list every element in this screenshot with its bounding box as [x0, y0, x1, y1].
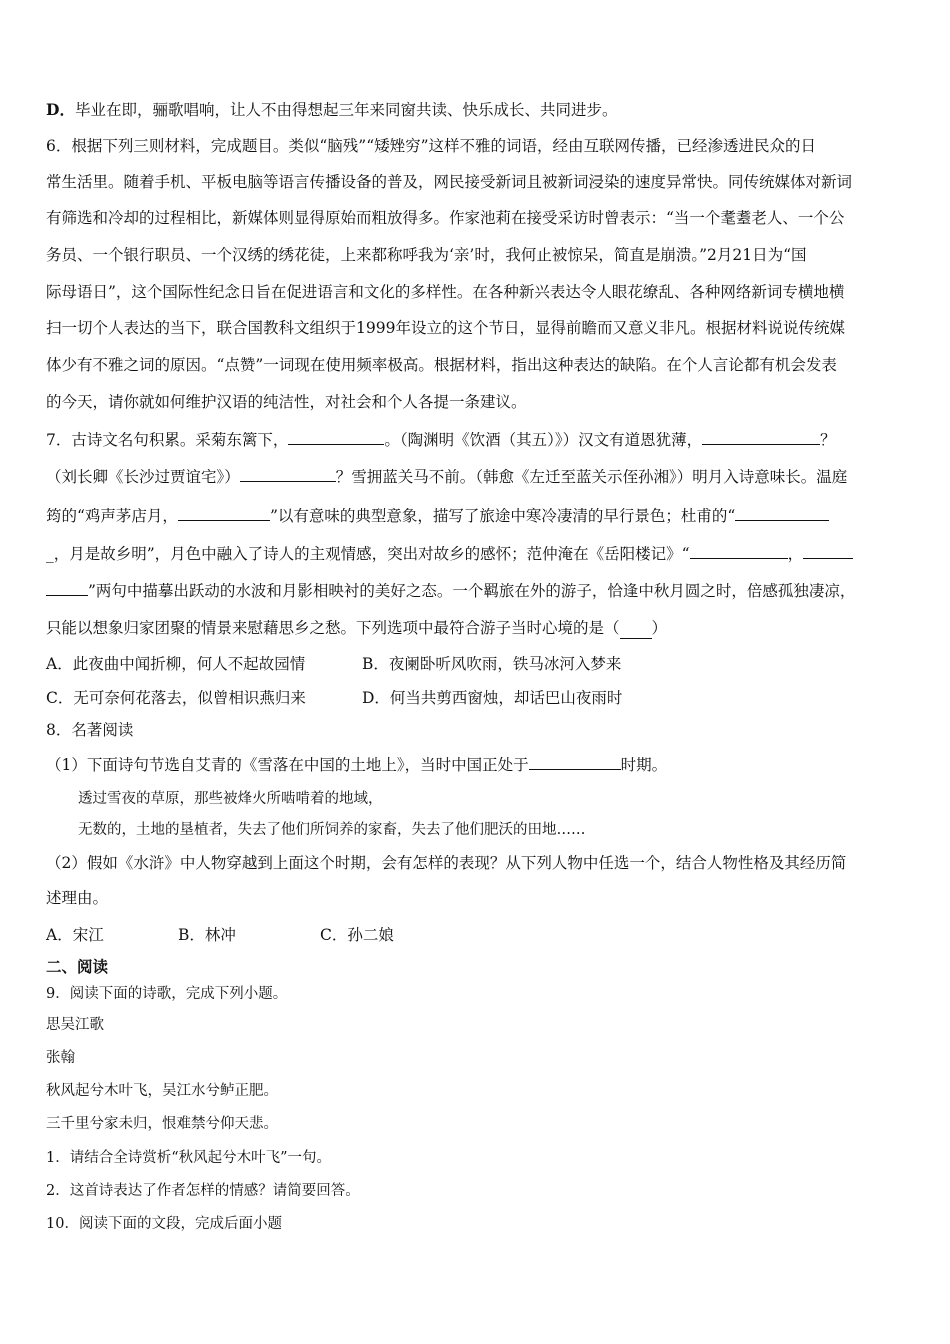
q9-sub-2: 2．这首诗表达了作者怎样的情感？请简要回答。 — [46, 1183, 360, 1199]
q7-text: ？ — [820, 431, 836, 449]
q8-poem-line-1: 透过雪夜的草原，那些被烽火所啮啃着的地域， — [78, 791, 383, 807]
q7-text: ？雪拥蓝关马不前。（韩愈《左迁至蓝关示侄孙湘》）明月入诗意味长。温庭 — [335, 468, 848, 486]
q7-option-c: C．无可奈何花落去，似曾相识燕归来 — [46, 689, 306, 707]
q8-part2-line-2: 述理由。 — [46, 889, 109, 907]
answer-blank[interactable] — [240, 467, 336, 482]
q7-text: 7．古诗文名句积累。采菊东篱下， — [46, 431, 289, 449]
q7-option-a: A．此夜曲中闻折柳，何人不起故园情 — [46, 655, 306, 673]
q6-line-2: 常生活里。随着手机、平板电脑等语言传播设备的普及，网民接受新词且被新词浸染的速度异常快。同传统媒体对新词 — [46, 173, 853, 191]
option-d-text: 毕业在即，骊歌唱响，让人不由得想起三年来同窗共读、快乐成长、共同进步。 — [74, 101, 618, 119]
answer-paren[interactable] — [620, 618, 652, 639]
q7-text: ， — [787, 545, 804, 563]
q8-title: 8．名著阅读 — [46, 721, 134, 739]
poem-title: 思吴江歌 — [46, 1017, 104, 1033]
poem-line-1: 秋风起兮木叶飞，吴江水兮鲈正肥。 — [46, 1083, 278, 1099]
q7-line-5 — [46, 581, 855, 601]
q7-option-b: B．夜阑卧听风吹雨，铁马冰河入梦来 — [362, 655, 622, 673]
q7-line-6 — [46, 618, 667, 639]
q7-text: 。（陶渊明《饮酒（其五）》）汉文有道恩犹薄， — [384, 431, 703, 449]
answer-blank[interactable] — [46, 581, 88, 596]
q7-text: ”以有意味的典型意象，描写了旅途中寒冷凄清的早行景色；杜甫的“ — [269, 507, 736, 525]
q7-line-1 — [46, 430, 836, 450]
answer-blank[interactable] — [803, 544, 853, 559]
q7-text: （刘长卿《长沙过贾谊宅》） — [46, 468, 240, 486]
q10-prompt: 10．阅读下面的文段，完成后面小题 — [46, 1216, 282, 1232]
q7-text: ） — [651, 619, 668, 637]
poem-author: 张翰 — [46, 1050, 75, 1066]
q6-line-8: 的今天，请你就如何维护汉语的纯洁性，对社会和个人各提一条建议。 — [46, 393, 527, 411]
q8-part1 — [46, 755, 667, 775]
q6-line-7: 体少有不雅之词的原因。“点赞”一词现在使用频率极高。根据材料，指出这种表达的缺陷。在个人言论都有机会发表 — [46, 356, 837, 374]
q8-option-a: A．宋江 — [46, 926, 104, 944]
poem-line-2: 三千里兮家未归，恨难禁兮仰天悲。 — [46, 1116, 278, 1132]
answer-blank[interactable] — [735, 506, 829, 521]
q7-text: 只能以想象归家团聚的情景来慰藉思乡之愁。下列选项中最符合游子当时心境的是（ — [46, 619, 620, 637]
q8-poem-line-2: 无数的，土地的垦植者，失去了他们所饲养的家畜，失去了他们肥沃的田地…… — [78, 822, 586, 838]
answer-blank[interactable] — [690, 544, 788, 559]
q9-sub-1: 1．请结合全诗赏析“秋风起兮木叶飞”一句。 — [46, 1150, 332, 1166]
q7-line-4 — [46, 544, 853, 564]
q8-text: （1）下面诗句节选自艾青的《雪落在中国的土地上》，当时中国正处于 — [46, 756, 529, 774]
q7-line-3 — [46, 506, 829, 526]
answer-blank[interactable] — [529, 755, 621, 770]
q7-text: 筠的“鸡声茅店月， — [46, 507, 178, 525]
q6-line-3: 有筛选和冷却的过程相比，新媒体则显得原始而粗放得多。作家池莉在接受采访时曾表示：“当一个耄耋老人、一个公 — [46, 209, 845, 227]
q8-option-c: C．孙二娘 — [320, 926, 394, 944]
answer-blank[interactable] — [288, 430, 384, 445]
answer-blank[interactable] — [702, 430, 820, 445]
q7-text: _，月是故乡明”，月色中融入了诗人的主观情感，突出对故乡的感怀；范仲淹在《岳阳楼记》“ — [46, 545, 690, 563]
q6-line-6: 扫一切个人表达的当下，联合国教科文组织于1999年设立的这个节日，显得前瞻而又意义非凡。根据材料说说传统媒 — [46, 319, 845, 337]
q8-part2-line-1: （2）假如《水浒》中人物穿越到上面这个时期，会有怎样的表现？从下列人物中任选一个，结合人物性格及其经历简 — [46, 854, 847, 872]
option-d-label: D． — [46, 100, 75, 119]
q7-option-d: D．何当共剪西窗烛，却话巴山夜雨时 — [362, 689, 623, 707]
option-d-line — [46, 100, 617, 120]
q6-line-1: 6．根据下列三则材料，完成题目。类似“脑残”“矮矬穷”这样不雅的词语，经由互联网传播，已经渗透进民众的日 — [46, 137, 817, 155]
q6-line-5: 际母语日”，这个国际性纪念日旨在促进语言和文化的多样性。在各种新兴表达令人眼花缭乱、各种网络新词专横地横 — [46, 283, 845, 301]
q8-option-b: B．林冲 — [178, 926, 236, 944]
q8-text: 时期。 — [620, 756, 668, 774]
answer-blank[interactable] — [178, 506, 270, 521]
section-heading-reading: 二、阅读 — [46, 957, 109, 976]
q9-prompt: 9．阅读下面的诗歌，完成下列小题。 — [46, 986, 288, 1002]
q6-line-4: 务员、一个银行职员、一个汉绣的绣花徒，上来都称呼我为‘亲’时，我何止被惊呆，简直是崩溃。”2月21日为“国 — [46, 246, 807, 264]
q7-text: ”两句中描摹出跃动的水波和月影相映衬的美好之态。一个羁旅在外的游子，恰逢中秋月圆之时，倍感孤独凄凉， — [88, 582, 856, 600]
q7-line-2 — [46, 467, 847, 487]
